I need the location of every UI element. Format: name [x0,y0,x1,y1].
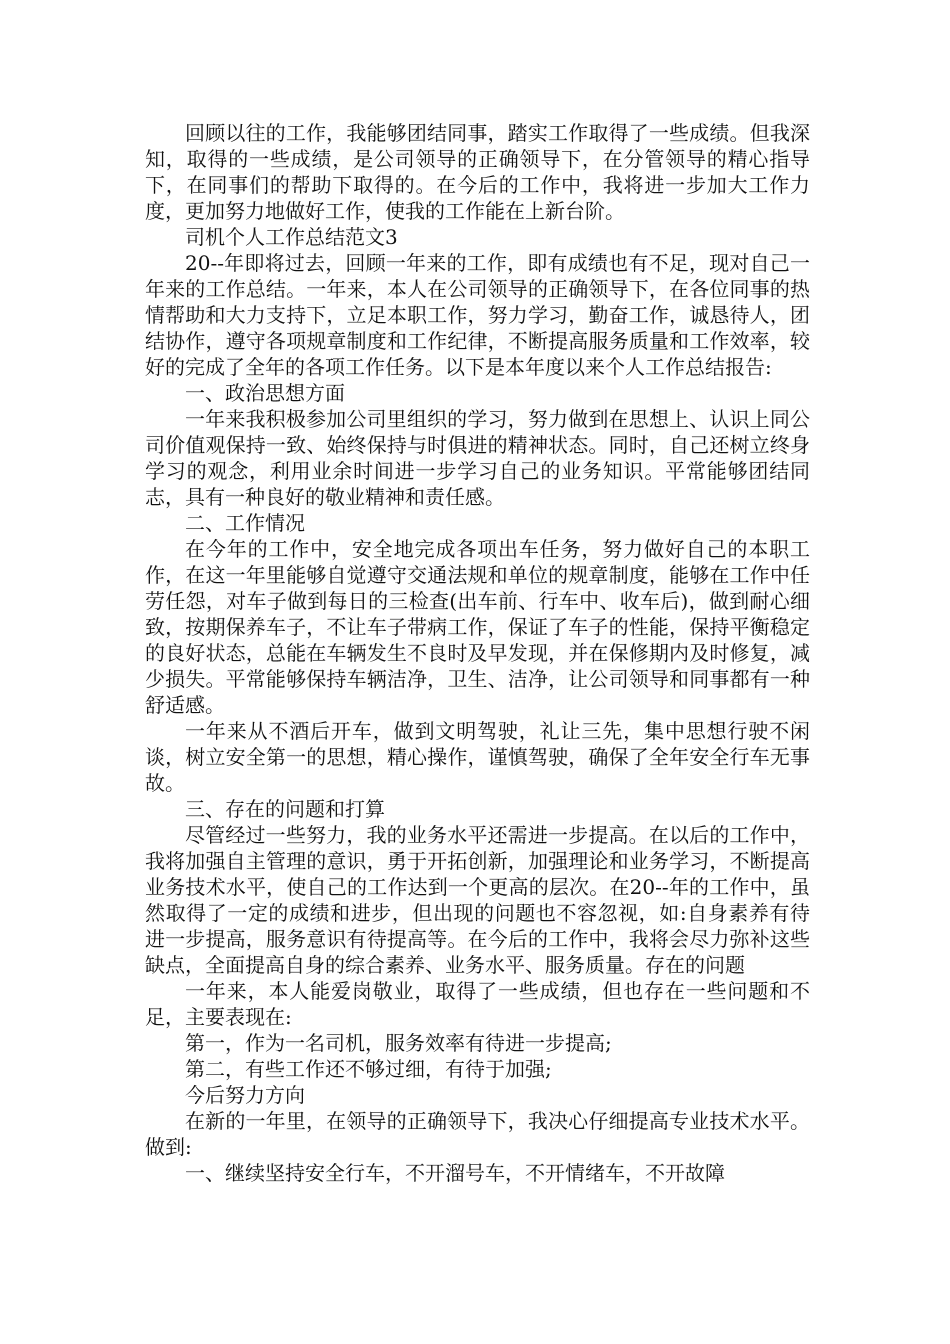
heading-direction: 今后努力方向 [185,1083,305,1107]
list-item-continue: 一、继续坚持安全行车，不开溜号车，不开情绪车，不开故障 [185,1161,725,1185]
paragraph-intro: 20--年即将过去，回顾一年来的工作，即有成绩也有不足，现对自己一年来的工作总结。一年来，本人在公司领导的正确领导下，在各位同事的热情帮助和大力支持下，立足本职工作，努力学习，勤奋工作，诚恳待人，团结协作，遵守各项规章制度和工作纪律，不断提高服务质量和工作效率，较好的完成了全年的各项工作任务。以下是本年度以来个人工作总结报告: [145,251,810,379]
paragraph-review: 回顾以往的工作，我能够团结同事，踏实工作取得了一些成绩。但我深知，取得的一些成绩，是公司领导的正确领导下，在分管领导的精心指导下，在同事们的帮助下取得的。在今后的工作中，我将进一步加大工作力度，更加努力地做好工作，使我的工作能在上新台阶。 [145,121,810,223]
paragraph-shortcomings: 一年来，本人能爱岗敬业，取得了一些成绩，但也存在一些问题和不足，主要表现在: [145,979,810,1029]
paragraph-work: 在今年的工作中，安全地完成各项出车任务，努力做好自己的本职工作，在这一年里能够自觉遵守交通法规和单位的规章制度，能够在工作中任劳任怨，对车子做到每日的三检查(出车前、行车中、收车后)，做到耐心细致，按期保养车子，不让车子带病工作，保证了车子的性能，保持平衡稳定的良好状态，总能在车辆发生不良时及早发现，并在保修期内及时修复，减少损失。平常能够保持车辆洁净，卫生、洁净，让公司领导和同事都有一种舒适感。 [145,537,810,717]
document-body [145,120,810,1186]
section-title: 司机个人工作总结范文3 [185,225,398,249]
heading-political: 一、政治思想方面 [185,381,345,405]
paragraph-problems: 尽管经过一些努力，我的业务水平还需进一步提高。在以后的工作中，我将加强自主管理的意识，勇于开拓创新，加强理论和业务学习，不断提高业务技术水平，使自己的工作达到一个更高的层次。在20--年的工作中，虽然取得了一定的成绩和进步，但出现的问题也不容忽视，如:自身素养有待进一步提高，服务意识有待提高等。在今后的工作中，我将会尽力弥补这些缺点，全面提高自身的综合素养、业务水平、服务质量。存在的问题 [145,823,810,977]
paragraph-safety: 一年来从不酒后开车，做到文明驾驶，礼让三先，集中思想行驶不闲谈，树立安全第一的思想，精心操作，谨慎驾驶，确保了全年安全行车无事故。 [145,719,810,795]
list-item-first: 第一，作为一名司机，服务效率有待进一步提高; [185,1031,612,1055]
paragraph-direction: 在新的一年里，在领导的正确领导下，我决心仔细提高专业技术水平。做到: [145,1109,810,1159]
paragraph-political: 一年来我积极参加公司里组织的学习，努力做到在思想上、认识上同公司价值观保持一致、始终保持与时俱进的精神状态。同时，自己还树立终身学习的观念，利用业余时间进一步学习自己的业务知识。平常能够团结同志，具有一种良好的敬业精神和责任感。 [145,407,810,509]
heading-work: 二、工作情况 [185,511,305,535]
list-item-second: 第二，有些工作还不够过细，有待于加强; [185,1057,552,1081]
heading-problems: 三、存在的问题和打算 [185,797,385,821]
